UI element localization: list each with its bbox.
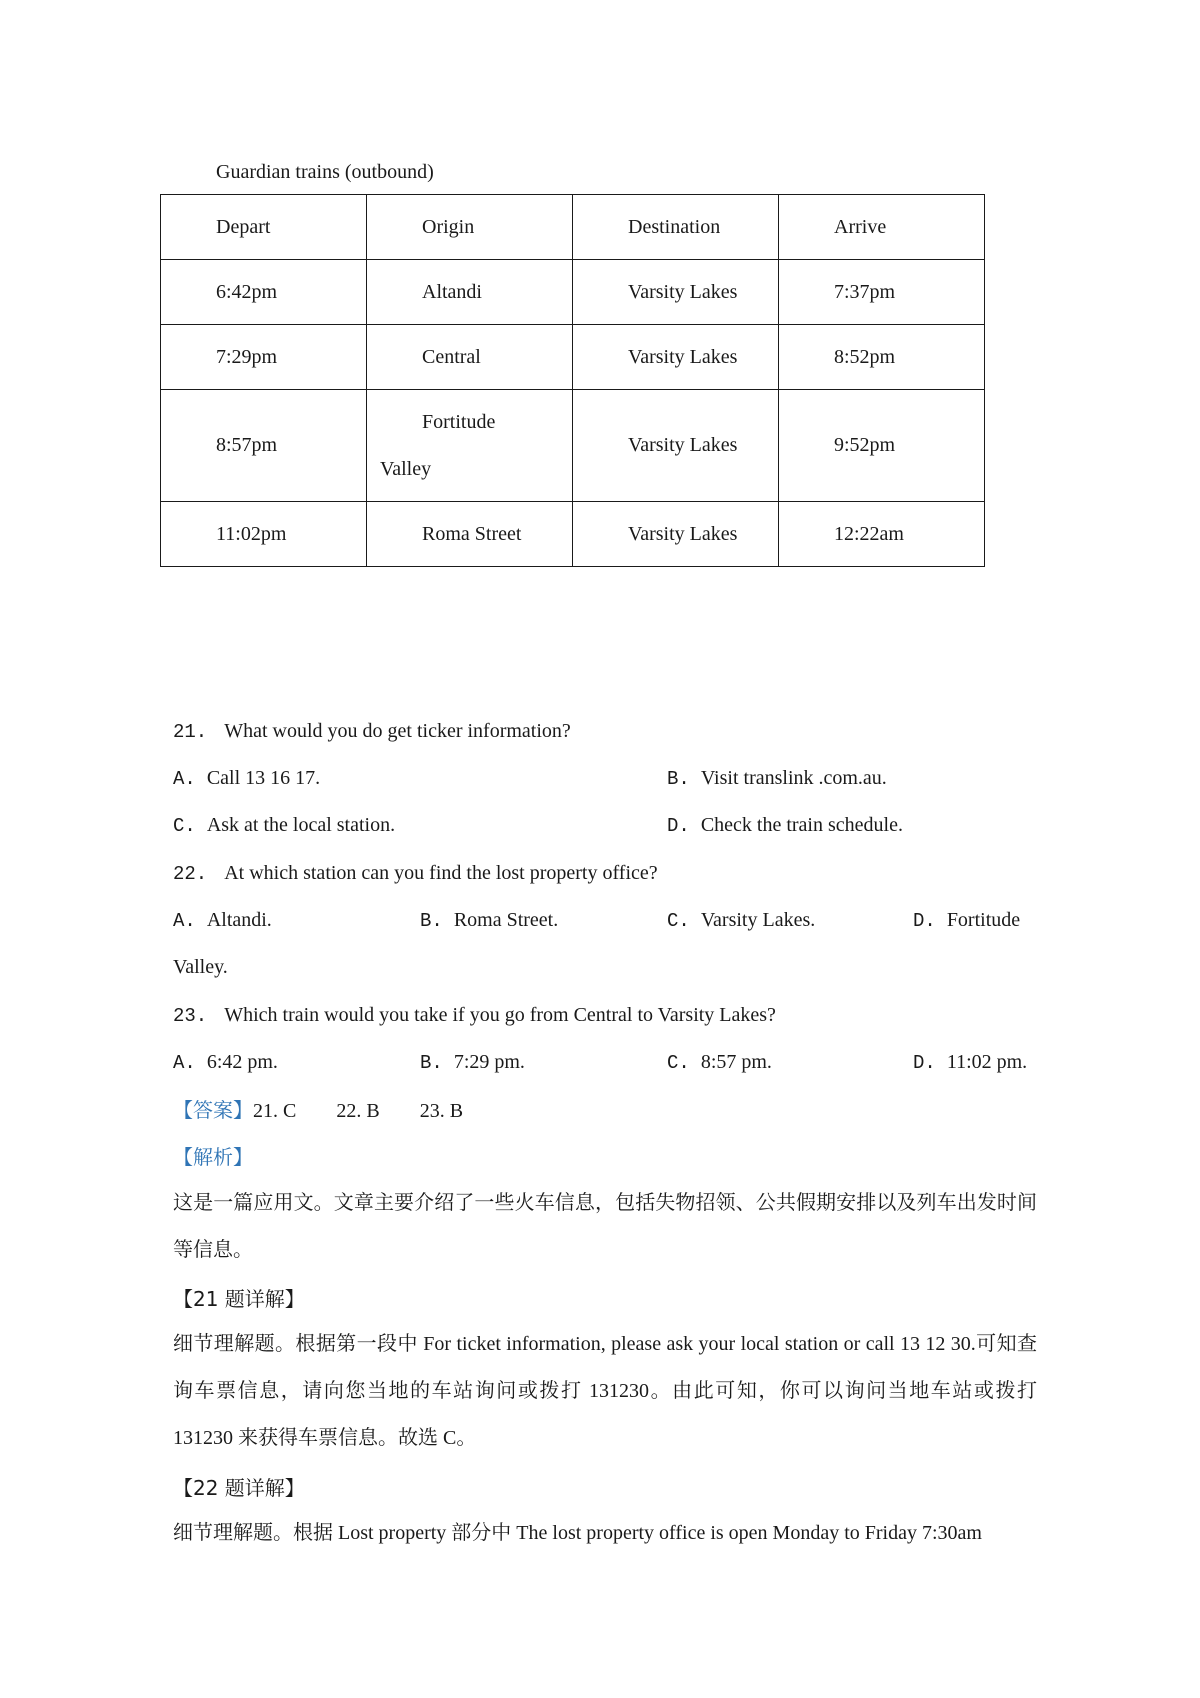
table-row: [161, 390, 985, 502]
q22-option-a: A. Altandi.: [173, 909, 272, 932]
table-cell: Fortitude Valley: [367, 390, 573, 502]
q23-option-a: A. 6:42 pm.: [173, 1051, 278, 1074]
q22-option-b: B. Roma Street.: [420, 909, 559, 932]
question-22: 22. At which station can you find the lost property office?: [173, 862, 658, 885]
table-row: [161, 260, 985, 325]
q23-option-c: C. 8:57 pm.: [667, 1051, 772, 1074]
table-header-row: [161, 195, 985, 260]
question-23: 23. Which train would you take if you go from Central to Varsity Lakes?: [173, 1004, 776, 1027]
q23-option-b: B. 7:29 pm.: [420, 1051, 525, 1074]
q22-detail-heading: 【22 题详解】: [173, 1476, 305, 1500]
q22-option-d: D. Fortitude: [913, 909, 1021, 932]
train-timetable: [160, 194, 985, 567]
table-caption: Guardian trains (outbound): [216, 161, 434, 183]
table-cell: Roma Street: [367, 502, 573, 567]
analysis-tag: 【解析】: [173, 1145, 253, 1169]
table-cell: 7:29pm: [161, 325, 367, 390]
table-row: [161, 325, 985, 390]
table-cell: 8:57pm: [161, 390, 367, 502]
table-cell: Varsity Lakes: [573, 325, 779, 390]
q22-detail-text: 细节理解题。根据 Lost property 部分中 The lost property office is open Monday to Friday 7:30am: [173, 1522, 982, 1544]
table-cell: 11:02pm: [161, 502, 367, 567]
table-cell: Varsity Lakes: [573, 502, 779, 567]
q21-detail-heading: 【21 题详解】: [173, 1287, 305, 1311]
answer-line: 【答案】21. C 22. B 23. B: [173, 1098, 464, 1122]
table-cell: Varsity Lakes: [573, 260, 779, 325]
question-21: 21. What would you do get ticker information?: [173, 720, 571, 743]
q21-option-c: C. Ask at the local station.: [173, 814, 396, 837]
q21-option-a: A. Call 13 16 17.: [173, 767, 321, 790]
analysis-summary: 这是一篇应用文。文章主要介绍了一些火车信息，包括失物招领、公共假期安排以及列车出发时间等信息。: [173, 1190, 1037, 1261]
table-cell: 7:37pm: [779, 260, 985, 325]
table-cell: Central: [367, 325, 573, 390]
q21-option-b: B. Visit translink .com.au.: [667, 767, 887, 790]
table-row: [161, 502, 985, 567]
header-cell: Origin: [367, 195, 573, 260]
table-cell: Altandi: [367, 260, 573, 325]
q21-detail-text: 细节理解题。根据第一段中 For ticket information, please ask your local station or call 13 12 30.可知查询车票信息，请向您当地的车站询问或拨打 131230。由此可知，你可以询问当地车站或拨打 131230 来获得车票信息。故选 C。: [173, 1333, 1037, 1449]
table-cell: Varsity Lakes: [573, 390, 779, 502]
q21-option-d: D. Check the train schedule.: [667, 814, 903, 837]
header-cell: Depart: [161, 195, 367, 260]
header-cell: Arrive: [779, 195, 985, 260]
table-cell: 8:52pm: [779, 325, 985, 390]
q23-option-d: D. 11:02 pm.: [913, 1051, 1028, 1074]
table-cell: 12:22am: [779, 502, 985, 567]
q22-option-d-continuation: Valley.: [173, 956, 228, 978]
table-cell: 6:42pm: [161, 260, 367, 325]
table-cell: 9:52pm: [779, 390, 985, 502]
q22-option-c: C. Varsity Lakes.: [667, 909, 816, 932]
header-cell: Destination: [573, 195, 779, 260]
